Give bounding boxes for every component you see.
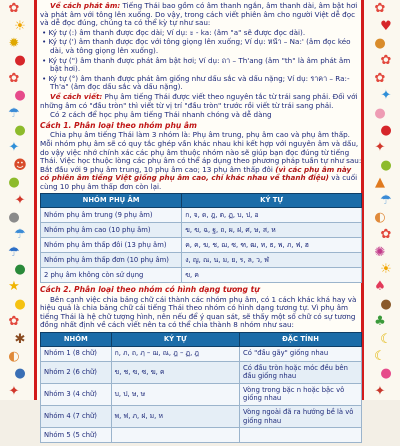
characters-cell: บ, ป, ษ, ษ [111, 383, 239, 405]
characters-cell: พ, ฟ, ภ, ฝ, ม, ห [111, 406, 239, 428]
pear-icon: ● [8, 175, 20, 191]
group-cell: Nhóm 2 (6 chữ) [41, 361, 112, 383]
pronounce-paragraph [40, 2, 362, 28]
balloon-icon: ● [380, 366, 392, 382]
jellyfish-icon: ☂ [380, 192, 392, 208]
column-header-characters: KÝ TỰ [111, 333, 239, 347]
bullet-long-vowel: • Ký tự (:) âm thanh được đọc dài; Ví dụ: ะ - ka: (âm "a" sẽ được đọc dài). [42, 27, 306, 37]
content [40, 2, 362, 446]
writing-text: Phụ âm tiếng Thái được viết theo nguyên tắc từ trái sang phải. Đối với những âm có "đầu tròn" thì viết từ vị trí "đầu tròn" trước rồi viết từ trái sang phải. [40, 91, 358, 110]
jellyfish-icon: ☂ [8, 105, 20, 121]
tulip-icon: ♠ [374, 279, 386, 295]
flower-icon: ✿ [374, 70, 386, 86]
table-row [41, 268, 362, 283]
pear-icon: ● [380, 157, 392, 173]
section2-paragraph: Bên cạnh việc chia bảng chữ cái thành các nhóm phụ âm, có 1 cách khác khá hay và hiệu quả là chia bảng chữ cái tiếng Thái theo nhóm có hình dạng tương tự. Vì phụ âm tiếng Thái là hệ chữ tượng hình, nên nếu để ý quan sát, sẽ thấy một số chữ có sự tương đồng nhất định về cách viết nên ta có thể chia thành 8 nhóm như sau: [40, 294, 357, 330]
table-row [41, 253, 362, 268]
beetle-icon: ● [14, 262, 26, 278]
strawberry-icon: ♥ [380, 18, 392, 34]
section2-heading: Cách 2. Phân loại theo nhóm có hình dạng tương tự [40, 285, 260, 295]
section1-emphasis: (vì các phụ âm này có phiên âm tiếng Việt giống phụ âm cao, chỉ khác nhau về thanh điệu) [40, 164, 352, 183]
group-cell: Nhóm phụ âm cao (10 phụ âm) [41, 223, 182, 238]
jellyfish-icon: ☂ [14, 227, 26, 243]
section1-paragraph [40, 131, 362, 191]
flower-icon: ✿ [8, 314, 20, 330]
column-header-group: NHÓM [41, 333, 112, 347]
writing-paragraph [40, 93, 362, 110]
pig-icon: ● [374, 105, 386, 121]
consonant-group-table [40, 193, 362, 283]
moon-icon: ☾ [380, 331, 392, 347]
feature-cell: Vòng ngoài đã ra hướng bề là vô giống nhau [240, 406, 362, 428]
group-cell: 2 phụ âm không còn sử dụng [41, 268, 182, 283]
apple-icon: ● [14, 53, 26, 69]
feature-cell: Có "đầu gãy" giống nhau [240, 346, 362, 361]
bullet-accent: • Ký tự (°) âm thanh được phát âm giống như dấu sắc và dấu nặng; Ví dụ: ราคา – Ra:- Th'a" (âm đọc dấu sắc và dấu nặng). [42, 73, 350, 92]
left-decoration-column [0, 0, 34, 400]
characters-cell: ฃ, ฅ [182, 268, 362, 283]
column-header-group: NHÓM PHỤ ÂM [41, 194, 182, 208]
group-cell: Nhóm phụ âm trung (9 phụ âm) [41, 208, 182, 223]
sun-icon: ☀ [14, 18, 26, 34]
balloon-icon: ● [14, 88, 26, 104]
bee-icon: ✹ [8, 35, 20, 51]
table-header-row [41, 194, 362, 208]
section1-text-end: và cuối cùng 10 phụ âm thấp đơn còn lại. [40, 173, 358, 191]
leaf-icon: ♣ [374, 314, 386, 330]
fish-icon: ✦ [380, 88, 392, 104]
shell-icon: ◐ [8, 349, 20, 365]
summary-line: Có 2 cách để học phụ âm tiếng Thái nhanh chóng và dễ dàng [50, 110, 272, 120]
pear-icon: ● [14, 122, 26, 138]
mouse-icon: ● [8, 209, 20, 225]
characters-cell: ข, ช, ฃ, ซ, ฆ, ฅ [111, 361, 239, 383]
table-row [41, 406, 362, 428]
ant-icon: ✱ [14, 331, 26, 347]
duck-icon: ● [14, 296, 26, 312]
flower-icon: ✿ [8, 70, 20, 86]
octopus-icon: ✺ [374, 244, 386, 260]
shape-group-table [40, 332, 362, 443]
characters-cell: ง, ญ, ณ, น, ม, ย, ร, ล, ว, ฬ [182, 253, 362, 268]
shell-icon: ◐ [374, 209, 386, 225]
group-cell: Nhóm phụ âm thấp đơn (10 phụ âm) [41, 253, 182, 268]
pronounce-text: Tiếng Thái bao gồm có âm thanh ngắn, âm thanh dài, âm bật hơi và phát âm với tông lên xuống. Do vậy, trong cách viết phiên âm cho người Việt dễ đọc và dễ đọc đúng, chúng ta có thể kỳ tự như sau: [40, 1, 358, 28]
characters-cell: ก, ภ, ถ, ฦ – ฌ, ณ, ฎ – ฏ, ฎ [111, 346, 239, 361]
fish-icon: ✦ [8, 140, 20, 156]
bird-icon: ✦ [8, 383, 20, 399]
feature-cell [240, 428, 362, 443]
rooster-icon: ✦ [374, 383, 386, 399]
characters-cell: ข, ฃ, ฉ, ฐ, ถ, ผ, ฝ, ศ, ษ, ส, ห [182, 223, 362, 238]
flower-icon: ✿ [8, 1, 20, 17]
cat-icon: ● [374, 35, 386, 51]
writing-label: Về cách viết: [50, 91, 103, 101]
table-row [41, 346, 362, 361]
fox-icon: ▲ [375, 175, 385, 191]
characters-cell: ก, จ, ด, ฎ, ต, ฏ, บ, ป, อ [182, 208, 362, 223]
sun-icon: ☀ [380, 262, 392, 278]
flower-icon: ✿ [380, 53, 392, 69]
group-cell: Nhóm 5 (5 chữ) [41, 428, 112, 443]
bullet-aspirated: • Ký tự (") âm thanh được phát âm bật hơi; Ví dụ: ถา – Th'ang (âm "th" là âm phát âm bật hơi). [42, 55, 351, 74]
feature-cell: Có đầu tròn hoặc móc đều bên đầu giống nhau [240, 361, 362, 383]
moon-icon: ☾ [374, 349, 386, 365]
bear-icon: ● [380, 296, 392, 312]
table-row [41, 361, 362, 383]
column-header-feature: ĐẶC TÍNH [240, 333, 362, 347]
section1-heading: Cách 1. Phân loại theo nhóm phụ âm [40, 120, 197, 130]
feature-cell: Vòng trong bặc n hoặc bậc vô giống nhau [240, 383, 362, 405]
table-row [41, 208, 362, 223]
star-icon: ★ [8, 279, 20, 295]
apple-icon: ● [380, 122, 392, 138]
table-row [41, 428, 362, 443]
section1-text: Chia phụ âm tiếng Thái làm 3 nhóm là: Phụ âm trung, phụ âm cao và phụ âm thấp. Mỗi nhóm phụ âm sẽ có quy tắc ghép vần khác nhau khi kết hợp với nguyên âm và dấu, do vậy việc nhớ chính xác các phụ âm thuộc nhóm nào sẽ giúp bạn đọc đúng từ tiếng Thái. Việc học thuộc lòng các phụ âm có thể áp dụng theo phương pháp tuần tự như sau: Bắt đầu với 9 phụ âm trung, 10 phụ âm cao; 13 phụ âm thấp đôi [40, 130, 362, 174]
right-decoration-column [366, 0, 400, 400]
table-row [41, 383, 362, 405]
characters-cell [111, 428, 239, 443]
bird-icon: ✦ [374, 140, 386, 156]
group-cell: Nhóm 4 (7 chữ) [41, 406, 112, 428]
table-row [41, 223, 362, 238]
bullet-tone: • Ký tự (') âm thanh được đọc với tông giọng lên xuống; Ví dụ: หน้า – Na:' (âm đọc kéo dài, và tông giọng lên xuống). [42, 37, 351, 55]
pronounce-label: Về cách phát âm: [50, 1, 121, 10]
characters-cell: ค, ฅ, ฆ, ช, ฌ, ซ, ฑ, ฒ, ท, ธ, พ, ภ, ฟ, ฮ [182, 238, 362, 253]
group-cell: Nhóm 3 (4 chữ) [41, 383, 112, 405]
group-cell: Nhóm phụ âm thấp đôi (13 phụ âm) [41, 238, 182, 253]
clown-icon: ☻ [13, 157, 27, 173]
seal-icon: ● [14, 366, 26, 382]
column-header-characters: KÝ TỰ [182, 194, 362, 208]
flower-icon: ✿ [374, 1, 386, 17]
table-row [41, 238, 362, 253]
umbrella-icon: ☂ [8, 244, 20, 260]
table-header-row [41, 333, 362, 347]
group-cell: Nhóm 1 (8 chữ) [41, 346, 112, 361]
flower-icon: ✿ [380, 227, 392, 243]
bird-icon: ✦ [14, 192, 26, 208]
